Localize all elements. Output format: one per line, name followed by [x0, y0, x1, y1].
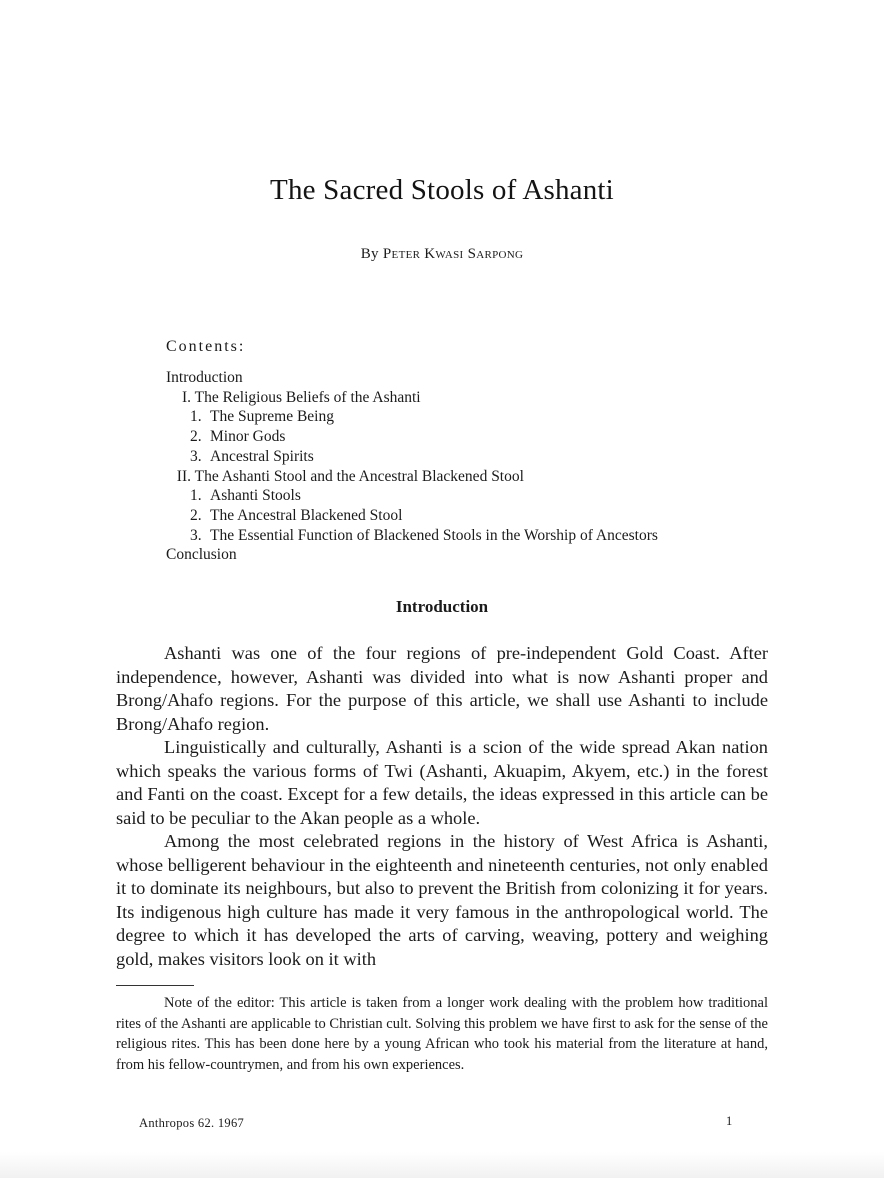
toc-item	[166, 427, 658, 447]
toc-item-number: 3.	[190, 447, 202, 465]
paragraph: Linguistically and culturally, Ashanti is a scion of the wide spread Akan nation which speaks the various forms of Twi (Ashanti, Akuapim, Akyem, etc.) in the forest and Fanti on the coast. Except for a few details, the ideas expressed in this article can be said to be peculiar to the Akan people as a whole.	[116, 737, 768, 828]
toc-item-label: Minor Gods	[210, 428, 286, 446]
toc-part-2	[166, 467, 658, 487]
toc-item	[166, 526, 658, 546]
toc-item-label: The Essential Function of Blackened Stools in the Worship of Ancestors	[210, 526, 658, 544]
toc-item	[166, 486, 658, 506]
toc-item-label: The Ancestral Blackened Stool	[210, 506, 403, 524]
paragraph: Ashanti was one of the four regions of pre-independent Gold Coast. After independence, however, Ashanti was divided into what is now Ashanti proper and Brong/Ahafo regions. For the purpose of this article, we shall use Ashanti to include Brong/Ahafo region.	[116, 643, 768, 734]
footnote-divider	[116, 985, 194, 986]
body-text	[116, 642, 768, 971]
contents-heading: Contents:	[166, 338, 246, 355]
scan-edge	[0, 1152, 884, 1178]
toc-item-label: Ashanti Stools	[210, 487, 301, 505]
toc-part-1-numeral: I.	[181, 388, 191, 406]
page-number: 1	[726, 1114, 733, 1128]
toc-introduction: Introduction	[166, 369, 243, 386]
toc-item-label: Ancestral Spirits	[210, 447, 314, 465]
toc-part-1-label: The Religious Beliefs of the Ashanti	[194, 388, 421, 406]
toc-item-number: 2.	[190, 428, 202, 446]
toc-item-number: 1.	[190, 408, 202, 426]
byline	[0, 246, 884, 263]
table-of-contents	[166, 368, 658, 565]
toc-item-label: The Supreme Being	[210, 408, 334, 426]
byline-prefix: By	[360, 246, 383, 262]
author-name: Peter Kwasi Sarpong	[382, 246, 524, 262]
paragraph: Among the most celebrated regions in the history of West Africa is Ashanti, whose belligerent behaviour in the eighteenth and nineteenth centuries, not only enabled it to dominate its neighbours, but also to prevent the British from colonizing it for years. Its indigenous high culture has made it very famous in the anthropological world. The degree to which it has developed the arts of carving, weaving, pottery and weighing gold, makes visitors look on it with	[116, 831, 768, 969]
toc-conclusion: Conclusion	[166, 546, 237, 564]
toc-item	[166, 447, 658, 467]
toc-item-number: 3.	[190, 526, 202, 544]
toc-item	[166, 506, 658, 526]
toc-item	[166, 407, 658, 427]
toc-part-2-label: The Ashanti Stool and the Ancestral Blackened Stool	[194, 467, 524, 485]
section-heading: Introduction	[395, 597, 489, 616]
toc-item-number: 1.	[190, 487, 202, 505]
article-title: The Sacred Stools of Ashanti	[270, 174, 614, 206]
footnote	[116, 993, 768, 1075]
journal-citation: Anthropos 62. 1967	[139, 1116, 245, 1130]
toc-item-number: 2.	[190, 506, 202, 524]
toc-part-1	[166, 388, 658, 408]
toc-part-2-numeral: II.	[176, 467, 191, 485]
footnote-text: Note of the editor: This article is taken from a longer work dealing with the problem how traditional rites of the Ashanti are applicable to Christian cult. Solving this problem we have first to ask for the sense of the religious rites. This has been done here by a young African who took his material from the literature at hand, from his fellow-countrymen, and from his own experiences.	[116, 995, 768, 1073]
